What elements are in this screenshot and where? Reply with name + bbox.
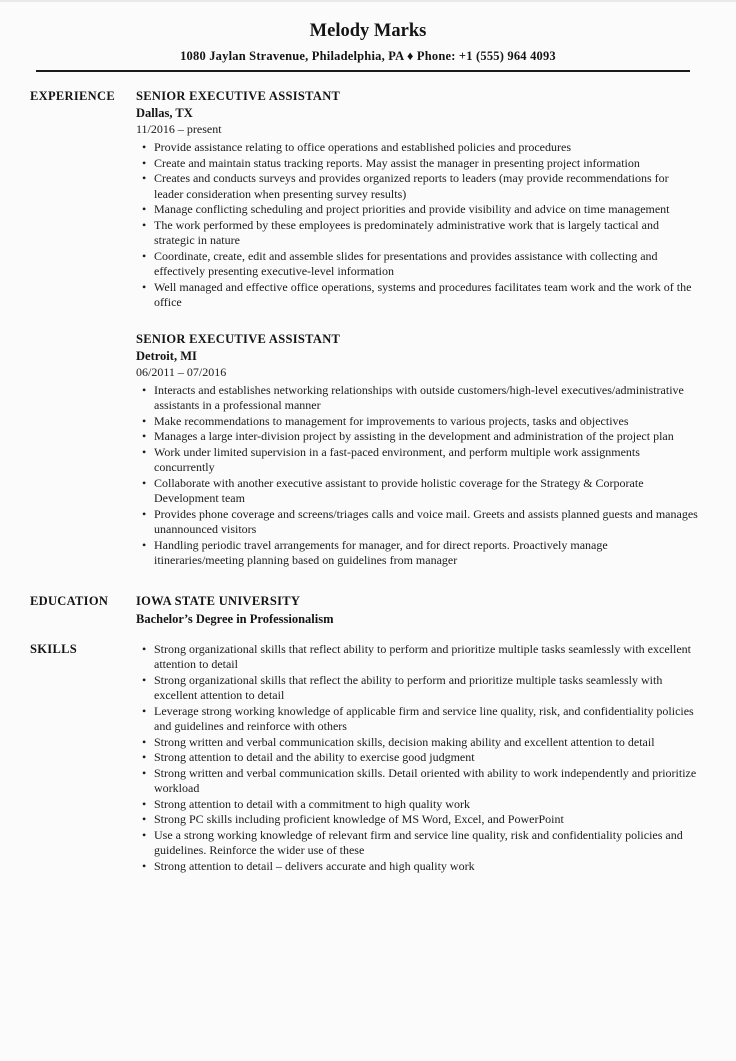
skill-bullet-item: • Strong written and verbal communication skills. Detail oriented with ability to work independently and prioritize workload bbox=[142, 766, 700, 797]
skill-bullet-item: • Strong attention to detail – delivers accurate and high quality work bbox=[142, 859, 700, 875]
school-name: IOWA STATE UNIVERSITY bbox=[136, 593, 301, 608]
job-dates: 06/2011 – 07/2016 bbox=[136, 364, 227, 379]
skill-bullet-item: • Strong organizational skills that reflect ability to perform and prioritize multiple tasks seamlessly with excellent attention to detail bbox=[142, 642, 700, 673]
job-location: Dallas, TX bbox=[136, 106, 193, 120]
job-bullet-list bbox=[136, 140, 700, 311]
job-bullet-item: • Creates and conducts surveys and provides organized reports to leaders (may provide recommendations for leader consideration when presenting survey results) bbox=[142, 171, 700, 202]
section-label-experience: EXPERIENCE bbox=[30, 89, 115, 103]
job-bullet-item: • Manages a large inter-division project by assisting in the development and administration of the project plan bbox=[142, 429, 700, 445]
skills-content bbox=[136, 642, 700, 875]
job-dates: 11/2016 – present bbox=[136, 122, 222, 136]
job-bullet-item: • Collaborate with another executive assistant to provide holistic coverage for the Strategy & Corporate Development team bbox=[142, 476, 700, 507]
job-bullet-item: • The work performed by these employees is predominately administrative work that is largely tactical and strategic in nature bbox=[142, 218, 700, 249]
skills-section bbox=[30, 642, 700, 875]
job-entry bbox=[136, 332, 700, 569]
skill-bullet-item: • Leverage strong working knowledge of applicable firm and service line quality, risk, and confidentiality policies and guidelines and reinforce with others bbox=[142, 704, 700, 735]
experience-content bbox=[136, 89, 700, 569]
experience-section bbox=[30, 89, 700, 569]
section-label-education: EDUCATION bbox=[30, 593, 109, 608]
job-bullet-item: • Interacts and establishes networking relationships with outside customers/high-level executives/administrative assistants in a professional manner bbox=[142, 383, 700, 414]
skill-bullet-item: • Strong attention to detail with a commitment to high quality work bbox=[142, 797, 700, 813]
education-content bbox=[136, 594, 700, 627]
section-label-skills: SKILLS bbox=[30, 641, 77, 656]
job-title: SENIOR EXECUTIVE ASSISTANT bbox=[136, 331, 341, 346]
job-bullet-item: • Coordinate, create, edit and assemble slides for presentations and provides assistance with collecting and effectively presenting executive-level information bbox=[142, 249, 700, 280]
resume-body bbox=[0, 89, 736, 874]
skill-bullet-item: • Use a strong working knowledge of relevant firm and service line quality, risk and confidentiality policies and guidelines. Reinforce the wider use of these bbox=[142, 828, 700, 859]
job-bullet-item: • Work under limited supervision in a fast-paced environment, and perform multiple work assignments concurrently bbox=[142, 445, 700, 476]
skill-bullet-item: • Strong organizational skills that reflect the ability to perform and prioritize multiple tasks seamlessly with excellent attention to detail bbox=[142, 673, 700, 704]
job-bullet-item: • Make recommendations to management for improvements to various projects, tasks and objectives bbox=[142, 414, 700, 430]
job-bullet-item: • Manage conflicting scheduling and project priorities and provide visibility and advice on time management bbox=[142, 202, 700, 218]
resume-header bbox=[0, 2, 736, 72]
job-bullet-list bbox=[136, 383, 700, 569]
job-bullet-item: • Provide assistance relating to office operations and established policies and procedures bbox=[142, 140, 700, 156]
education-section bbox=[30, 594, 700, 627]
contact-line: 1080 Jaylan Stravenue, Philadelphia, PA ♦ Phone: +1 (555) 964 4093 bbox=[180, 49, 556, 63]
job-title: SENIOR EXECUTIVE ASSISTANT bbox=[136, 89, 341, 103]
skills-bullet-list bbox=[136, 642, 700, 875]
skill-bullet-item: • Strong attention to detail and the ability to exercise good judgment bbox=[142, 750, 700, 766]
skill-bullet-item: • Strong PC skills including proficient knowledge of MS Word, Excel, and PowerPoint bbox=[142, 812, 700, 828]
job-entry bbox=[136, 89, 700, 311]
job-bullet-item: • Provides phone coverage and screens/triages calls and voice mail. Greets and assists planned guests and manages unannounced visitors bbox=[142, 507, 700, 538]
job-location: Detroit, MI bbox=[136, 348, 197, 363]
job-bullet-item: • Well managed and effective office operations, systems and procedures facilitates team work and the work of the office bbox=[142, 280, 700, 311]
job-bullet-item: • Create and maintain status tracking reports. May assist the manager in presenting project information bbox=[142, 156, 700, 172]
header-divider bbox=[36, 70, 690, 72]
degree-name: Bachelor’s Degree in Professionalism bbox=[136, 611, 334, 626]
candidate-name: Melody Marks bbox=[309, 21, 427, 41]
skill-bullet-item: • Strong written and verbal communication skills, decision making ability and excellent attention to detail bbox=[142, 735, 700, 751]
job-bullet-item: • Handling periodic travel arrangements for manager, and for direct reports. Proactively manage itineraries/meeting planning based on guidelines from manager bbox=[142, 538, 700, 569]
